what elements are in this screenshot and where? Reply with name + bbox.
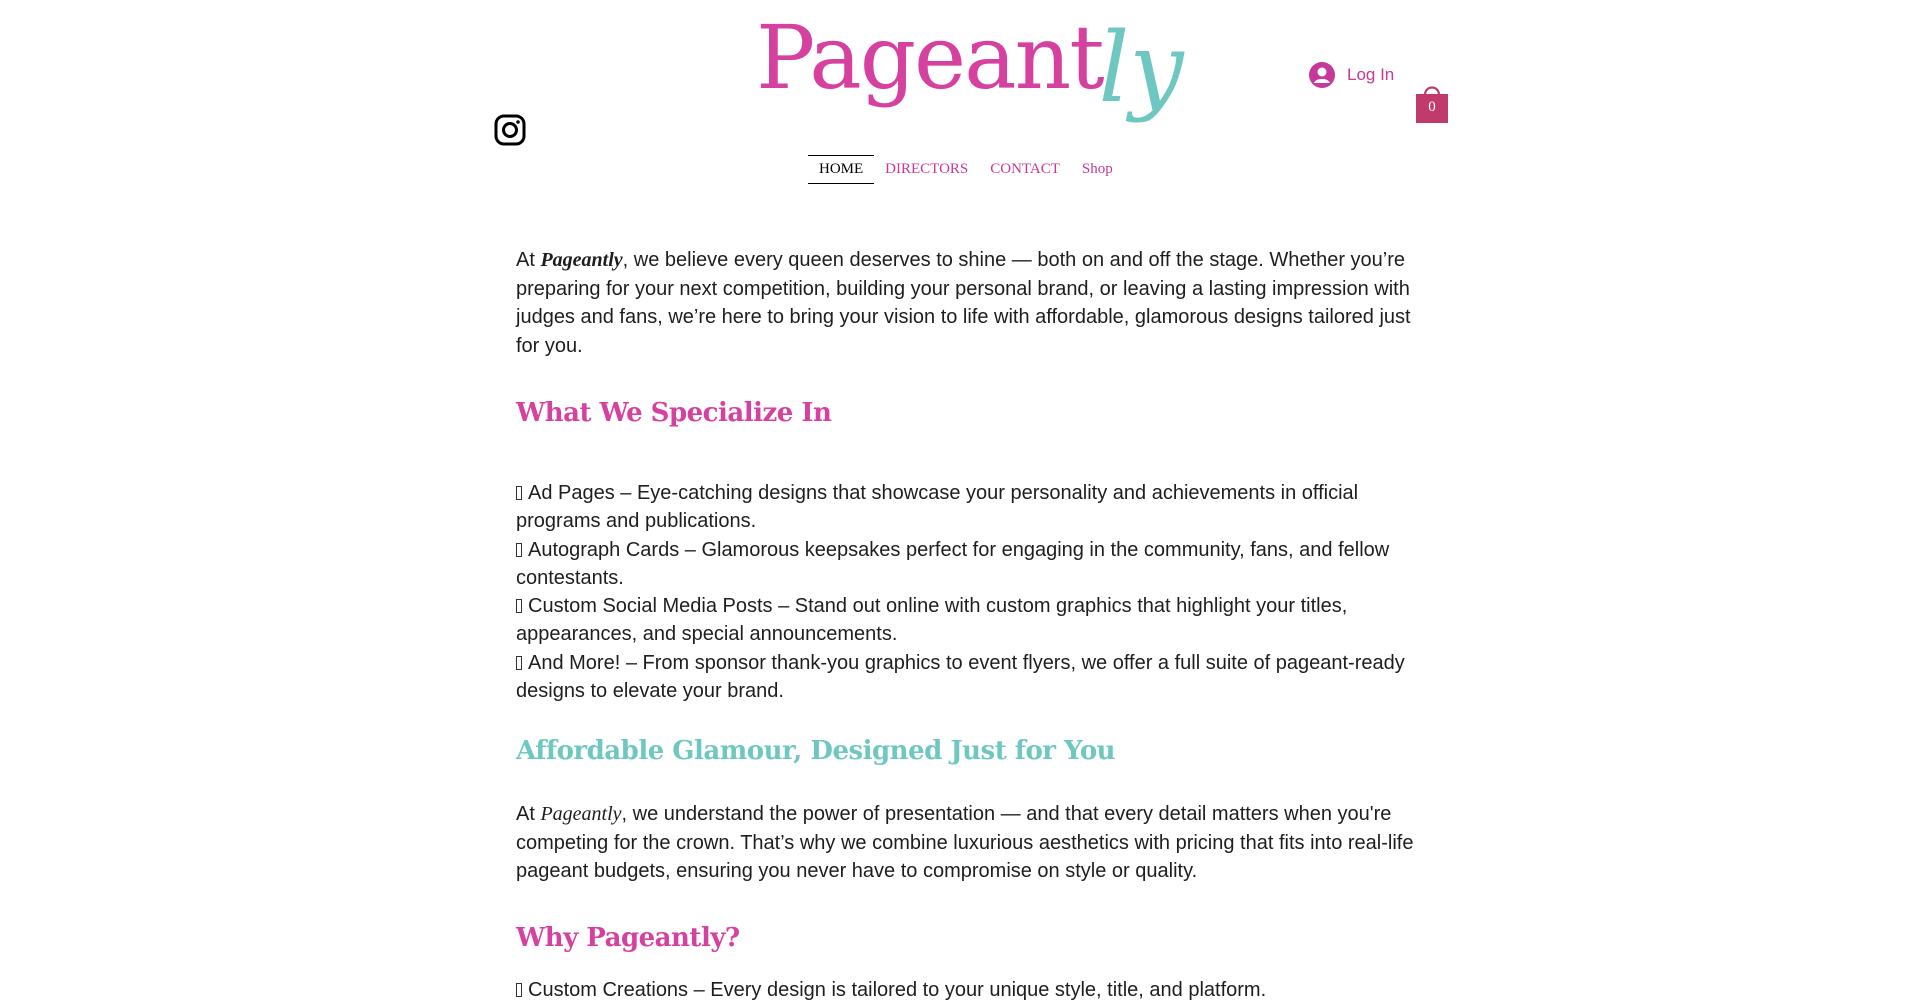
affordable-text: , we understand the power of presentation — and that every detail matters when you're competing for the crown. That’s why we combine luxurious aesthetics with pricing that fits into real-life pageant budgets, ensuring you never have to compromise on style or quality. xyxy=(516,803,1414,882)
cart-count: 0 xyxy=(1428,99,1436,115)
intro-prefix: At xyxy=(516,249,541,271)
affordable-brand: Pageantly xyxy=(540,803,622,825)
bullet-glyph-icon xyxy=(516,486,522,500)
nav-item-home[interactable]: HOME xyxy=(808,155,874,184)
intro-brand: Pageantly xyxy=(540,249,623,271)
login-label: Log In xyxy=(1347,65,1395,84)
specialize-heading: What We Specialize In xyxy=(516,398,832,428)
logo-main-text: Pageant xyxy=(756,6,1103,109)
affordable-prefix: At xyxy=(516,803,541,825)
list-item: And More! – From sponsor thank-you graphics to event flyers, we offer a full suite of pageant-ready designs to elevate your brand. xyxy=(516,651,1405,703)
intro-text: , we believe every queen deserves to shine — both on and off the stage. Whether you’re preparing for your next competition, building your personal brand, or leaving a lasting impression with judges and fans, we’re here to bring your vision to life with affordable, glamorous designs tailored just for you. xyxy=(516,249,1411,357)
user-avatar-icon xyxy=(1309,62,1335,88)
bullet-glyph-icon xyxy=(516,656,522,670)
nav-item-directors[interactable]: DIRECTORS xyxy=(885,161,969,177)
nav-item-shop[interactable]: Shop xyxy=(1081,161,1113,177)
site-logo[interactable] xyxy=(756,6,1184,134)
specialize-list xyxy=(516,479,1426,705)
affordable-heading: Affordable Glamour, Designed Just for You xyxy=(516,736,1116,766)
bullet-glyph-icon xyxy=(516,599,522,613)
instagram-icon[interactable] xyxy=(494,114,526,146)
bullet-glyph-icon xyxy=(516,983,522,997)
intro-paragraph xyxy=(516,246,1426,360)
list-item: Custom Social Media Posts – Stand out online with custom graphics that highlight your titles, appearances, and special announcements. xyxy=(516,595,1348,646)
main-nav xyxy=(808,155,1124,184)
list-item: Autograph Cards – Glamorous keepsakes perfect for engaging in the community, fans, and fellow contestants. xyxy=(516,538,1390,589)
cart-button[interactable] xyxy=(1415,81,1449,124)
bullet-glyph-icon xyxy=(516,543,522,557)
affordable-paragraph xyxy=(516,800,1426,886)
login-button[interactable] xyxy=(1309,62,1394,88)
nav-item-contact[interactable]: CONTACT xyxy=(990,161,1060,177)
why-first-item: Custom Creations – Every design is tailored to your unique style, title, and platform. xyxy=(516,976,1426,1005)
why-heading: Why Pageantly? xyxy=(516,923,740,953)
list-item: Ad Pages – Eye-catching designs that showcase your personality and achievements in official programs and publications. xyxy=(516,482,1359,533)
logo-script-text: ly xyxy=(1098,12,1184,124)
